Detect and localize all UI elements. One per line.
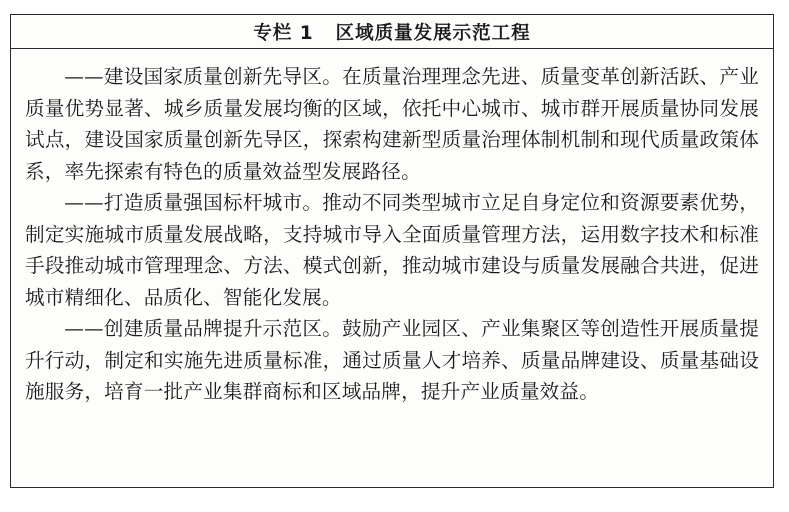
column-header [11,15,773,49]
column-label: 专栏 1 [253,22,314,44]
paragraph-innovation-pilot-zone: ——建设国家质量创新先导区。在质量治理理念先进、质量变革创新活跃、产业质量优势显著、城乡质量发展均衡的区域，依托中心城市、城市群开展质量协同发展试点，建设国家质量创新先导区，探索构建新型质量治理体制机制和现代质量政策体系，率先探索有特色的质量效益型发展路径。 [25,65,759,183]
paragraph-benchmark-city: ——打造质量强国标杆城市。推动不同类型城市立足自身定位和资源要素优势，制定实施城市质量发展战略，支持城市导入全面质量管理方法，运用数字技术和标准手段推动城市管理理念、方法、模式创新，推动城市建设与质量发展融合共进，促进城市精细化、品质化、智能化发展。 [25,191,759,309]
column-title: 区域质量发展示范工程 [335,22,531,44]
column-box [10,14,774,488]
paragraph-brand-demo-zone: ——创建质量品牌提升示范区。鼓励产业园区、产业集聚区等创造性开展质量提升行动，制定和实施先进质量标准，通过质量人才培养、质量品牌建设、质量基础设施服务，培育一批产业集群商标和区域品牌，提升产业质量效益。 [25,317,759,403]
column-content [11,49,773,408]
